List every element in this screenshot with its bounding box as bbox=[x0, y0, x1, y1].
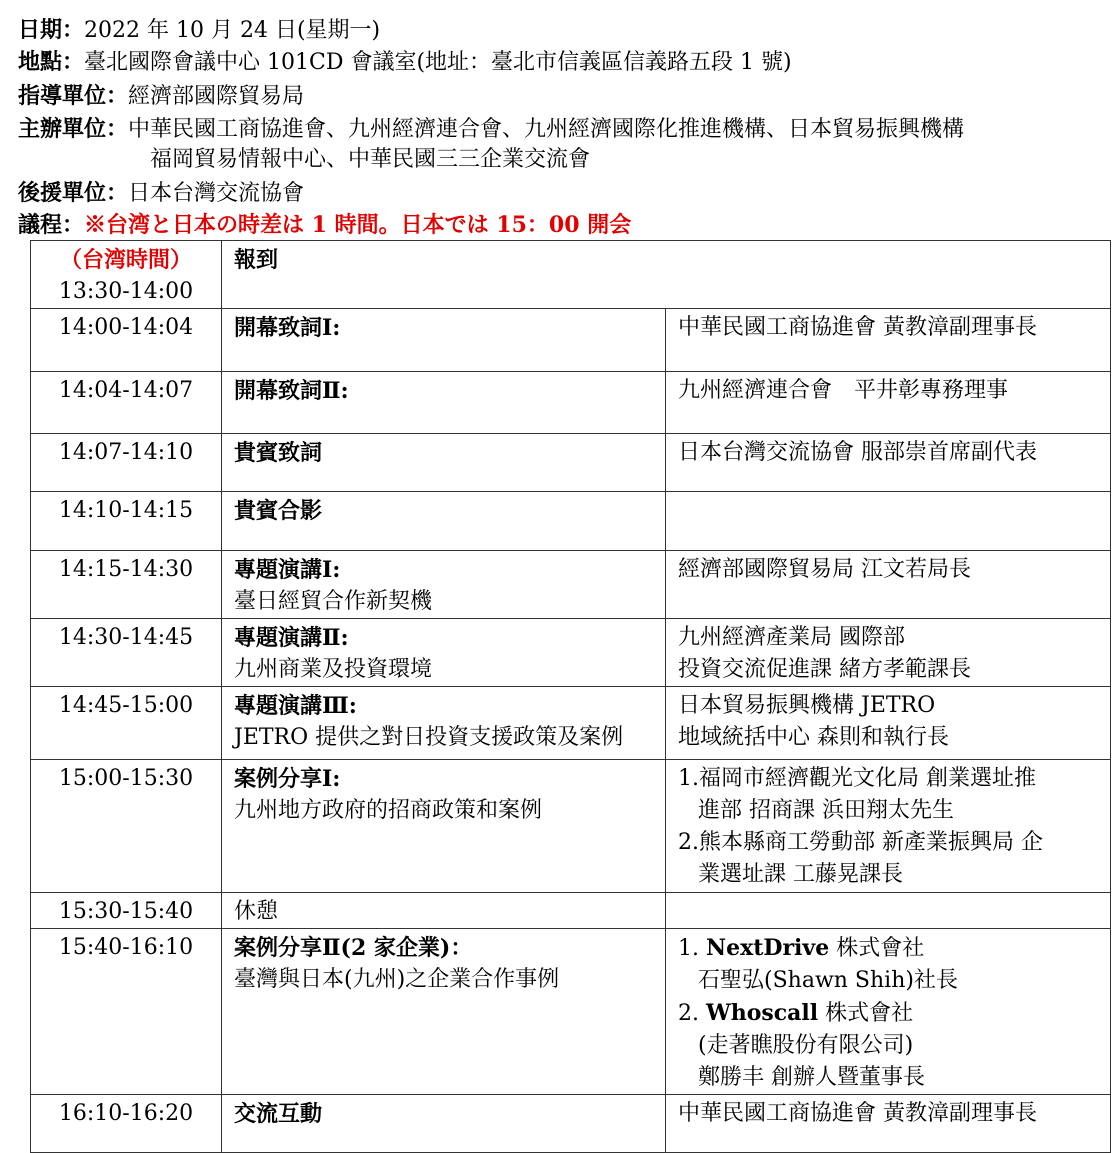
time-cell: 16:10-16:20 bbox=[31, 1095, 222, 1153]
item-cell bbox=[222, 893, 666, 929]
company-number: 1. bbox=[678, 936, 699, 961]
speaker-cell: 經濟部國際貿易局 江文若局長 bbox=[666, 551, 1111, 619]
item-topic: 臺灣與日本(九州)之企業合作事例 bbox=[234, 967, 560, 992]
item-title: 專題演講Ⅱ: bbox=[234, 625, 349, 651]
time-cell: 14:07-14:10 bbox=[31, 434, 222, 492]
company-subtitle: (走著瞧股份有限公司) bbox=[698, 1033, 914, 1058]
speaker-cell bbox=[666, 687, 1111, 760]
item-cell bbox=[222, 929, 666, 1095]
table-row bbox=[31, 893, 1111, 929]
host-value-1: 中華民國工商協進會、九州經濟連合會、九州經濟國際化推進機構、日本貿易振興機構 bbox=[128, 117, 965, 142]
date-value: 2022 年 10 月 24 日(星期一) bbox=[84, 18, 381, 43]
guide-line bbox=[18, 80, 304, 113]
table-row bbox=[31, 551, 1111, 619]
table-row bbox=[31, 434, 1111, 492]
time-cell: 14:45-15:00 bbox=[31, 687, 222, 760]
support-line bbox=[18, 177, 304, 210]
date-line bbox=[18, 14, 380, 47]
time-cell: 14:00-14:04 bbox=[31, 309, 222, 372]
item-cell bbox=[222, 372, 666, 434]
agenda-table bbox=[30, 240, 1111, 1153]
agenda-label: 議程： bbox=[18, 212, 85, 238]
speaker-line: 1.福岡市經濟觀光文化局 創業選址推 bbox=[678, 766, 1036, 791]
item-topic: 九州商業及投資環境 bbox=[234, 657, 433, 682]
speaker-line: 石聖弘(Shawn Shih)社長 bbox=[698, 968, 958, 993]
item-cell bbox=[222, 687, 666, 760]
item-cell bbox=[222, 309, 666, 372]
item-cell bbox=[222, 619, 666, 687]
speaker-line: 投資交流促進課 緒方孝範課長 bbox=[678, 657, 971, 682]
speaker-line: 日本貿易振興機構 JETRO bbox=[678, 693, 936, 718]
item-cell bbox=[222, 241, 1111, 309]
agenda-note: ※台湾と日本の時差は 1 時間。日本では 15：00 開会 bbox=[84, 212, 632, 238]
speaker-line: 業選址課 工藤晃課長 bbox=[698, 862, 903, 887]
item-title: 專題演講Ⅲ: bbox=[234, 693, 357, 719]
host-line bbox=[18, 113, 964, 146]
tw-time-label: （台湾時間） bbox=[59, 247, 192, 273]
company-name: NextDrive bbox=[706, 935, 830, 961]
speaker-cell: 九州經濟連合會 平井彰專務理事 bbox=[666, 372, 1111, 434]
table-row bbox=[31, 492, 1111, 551]
time-cell: 14:04-14:07 bbox=[31, 372, 222, 434]
speaker-line: 地域統括中心 森則和執行長 bbox=[678, 725, 949, 750]
speaker-line: 2.熊本縣商工勞動部 新產業振興局 企 bbox=[678, 830, 1043, 855]
item-title: 休憩 bbox=[234, 899, 279, 924]
speaker-cell bbox=[666, 929, 1111, 1095]
table-row bbox=[31, 309, 1111, 372]
speaker-cell bbox=[666, 619, 1111, 687]
guide-label: 指導單位： bbox=[18, 83, 129, 109]
date-label: 日期： bbox=[18, 17, 85, 43]
item-title: 報到 bbox=[234, 247, 279, 273]
time-cell: 15:00-15:30 bbox=[31, 760, 222, 893]
table-row bbox=[31, 760, 1111, 893]
time-cell: 14:30-14:45 bbox=[31, 619, 222, 687]
item-cell bbox=[222, 492, 666, 551]
item-title: 案例分享Ⅱ(2 家企業)： bbox=[234, 935, 473, 961]
speaker-cell: 中華民國工商協進會 黃教漳副理事長 bbox=[666, 309, 1111, 372]
item-topic: 九州地方政府的招商政策和案例 bbox=[234, 798, 543, 823]
time-cell: 15:40-16:10 bbox=[31, 929, 222, 1095]
speaker-cell: 日本台灣交流協會 服部崇首席副代表 bbox=[666, 434, 1111, 492]
time-cell: 14:15-14:30 bbox=[31, 551, 222, 619]
speaker-cell bbox=[666, 893, 1111, 929]
item-title: 交流互動 bbox=[234, 1101, 323, 1127]
item-topic: JETRO 提供之對日投資支援政策及案例 bbox=[234, 725, 624, 750]
venue-value: 臺北國際會議中心 101CD 會議室(地址：臺北市信義區信義路五段 1 號) bbox=[84, 50, 792, 75]
item-title: 貴賓合影 bbox=[234, 498, 323, 524]
agenda-line bbox=[18, 209, 631, 242]
venue-label: 地點： bbox=[18, 49, 85, 75]
company-number: 2. bbox=[678, 1001, 699, 1026]
item-cell bbox=[222, 1095, 666, 1153]
item-cell bbox=[222, 551, 666, 619]
time-cell: 15:30-15:40 bbox=[31, 893, 222, 929]
speaker-cell bbox=[666, 492, 1111, 551]
table-row bbox=[31, 1095, 1111, 1153]
time-cell bbox=[31, 241, 222, 309]
venue-line bbox=[18, 46, 792, 79]
table-row bbox=[31, 687, 1111, 760]
company-line bbox=[678, 997, 1098, 1030]
host-line-2: 福岡貿易情報中心、中華民國三三企業交流會 bbox=[150, 147, 591, 172]
time-cell: 14:10-14:15 bbox=[31, 492, 222, 551]
item-title: 貴賓致詞 bbox=[234, 440, 323, 466]
speaker-line: 進部 招商課 浜田翔太先生 bbox=[698, 798, 954, 823]
company-name: Whoscall bbox=[706, 1000, 819, 1026]
company-suffix: 株式會社 bbox=[825, 1001, 914, 1026]
table-row bbox=[31, 929, 1111, 1095]
item-title: 案例分享Ⅰ: bbox=[234, 766, 341, 792]
item-topic: 臺日經貿合作新契機 bbox=[234, 589, 433, 614]
speaker-line: 鄭勝丰 創辦人暨董事長 bbox=[698, 1065, 925, 1090]
table-row bbox=[31, 619, 1111, 687]
support-value: 日本台灣交流協會 bbox=[128, 181, 305, 206]
company-suffix: 株式會社 bbox=[836, 936, 925, 961]
company-line bbox=[678, 932, 1098, 965]
item-title: 專題演講Ⅰ: bbox=[234, 557, 341, 583]
item-cell bbox=[222, 760, 666, 893]
time-value: 13:30-14:00 bbox=[58, 279, 194, 304]
speaker-cell bbox=[666, 760, 1111, 893]
item-title: 開幕致詞Ⅱ: bbox=[234, 378, 349, 404]
speaker-cell: 中華民國工商協進會 黃教漳副理事長 bbox=[666, 1095, 1111, 1153]
host-label: 主辦單位： bbox=[18, 116, 129, 142]
speaker-line: 九州經濟產業局 國際部 bbox=[678, 625, 905, 650]
table-row bbox=[31, 241, 1111, 309]
item-cell bbox=[222, 434, 666, 492]
guide-value: 經濟部國際貿易局 bbox=[128, 84, 305, 109]
item-title: 開幕致詞Ⅰ: bbox=[234, 315, 341, 341]
support-label: 後援單位： bbox=[18, 180, 129, 206]
table-row bbox=[31, 372, 1111, 434]
